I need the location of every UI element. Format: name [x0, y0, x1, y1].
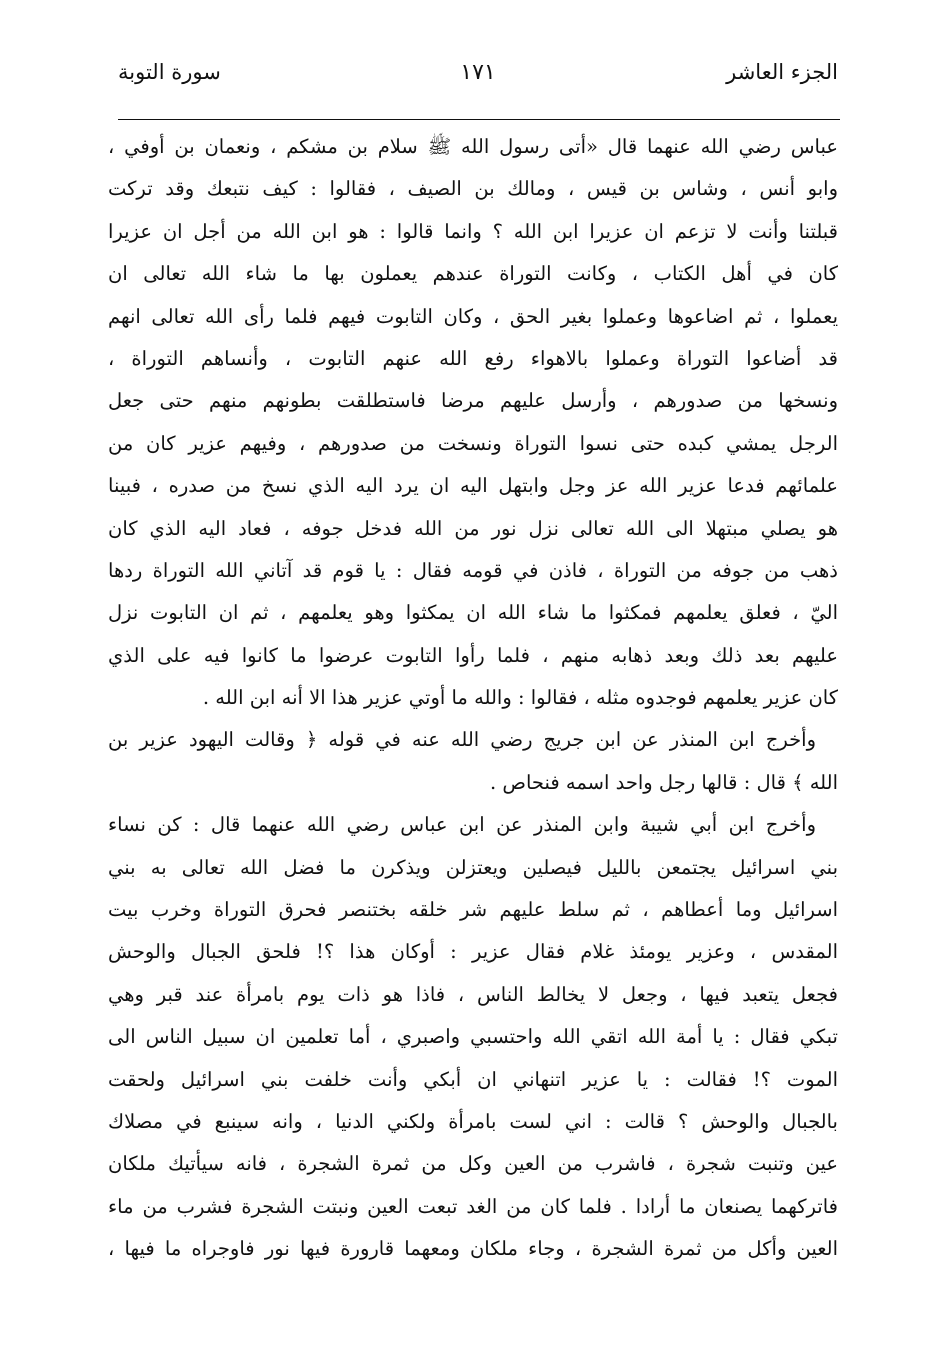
text-line: كان في أهل الكتاب ، وكانت التوراة عندهم يعملون بها ما شاء الله تعالى ان	[108, 262, 838, 286]
surah-title: سورة التوبة	[118, 60, 221, 84]
text-line: فجعل يتعبد فيها ، وجعل لا يخالط الناس ، فاذا هو ذات يوم بامرأة عند قبر وهي	[108, 982, 838, 1006]
text-line: اسرائيل وما أعطاهم ، ثم سلط عليهم شر خلقه بختنصر فحرق التوراة وخرب بيت	[108, 898, 838, 922]
text-line: اليّ ، فعلق يعلمهم فمكثوا ما شاء الله ان يمكثوا وهو يعلمهم ، ثم ان التابوت نزل	[108, 601, 838, 625]
text-line: هو يصلي مبتهلا الى الله تعالى نزل نور من الله فدخل جوفه ، فعاد اليه الذي كان	[108, 516, 838, 540]
text-line: الموت ؟! فقالت : يا عزير اتنهاني ان أبكي وأنت خلفت بني اسرائيل ولحقت	[108, 1067, 838, 1091]
text-line: عين وتنبت شجرة ، فاشرب من العين وكل من ثمرة الشجرة ، فانه سيأتيك ملكان	[108, 1152, 838, 1176]
text-line: عليهم بعد ذلك وبعد ذهابه منهم ، فلما رأوا التابوت عرضوا ما كانوا فيه على الذي	[108, 643, 838, 667]
text-line: عباس رضي الله عنهما قال «أتى رسول الله ﷺ سلام بن مشكم ، ونعمان بن أوفي ،	[108, 135, 838, 158]
page-number: ١٧١	[460, 60, 496, 85]
text-line: كان عزير يعلمهم فوجدوه مثله ، فقالوا : والله ما أوتي عزير هذا الا أنه ابن الله .	[202, 686, 838, 710]
text-line: بني اسرائيل يجتمعن بالليل فيصلين ويعتزلن ويذكرن ما فضل الله تعالى به بني	[108, 855, 838, 879]
text-line: ذهب من جوفه من التوراة ، فاذن في قومه فقال : يا قوم قد آتاني الله التوراة ردها	[108, 558, 838, 582]
text-line: الله ﴾ قال : قالها رجل واحد اسمه فنحاص .	[490, 770, 838, 794]
text-line: علمائهم فدعا عزير الله عز وجل وابتهل اليه ان يرد اليه الذي نسخ من صدره ، فبينا	[108, 474, 838, 498]
body-text	[108, 126, 838, 1271]
text-line: الرجل يمشي كبده حتى نسوا التوراة ونسخت من صدورهم ، وفيهم عزير كان من	[108, 431, 838, 455]
text-line: وابو أنس ، وشاس بن قيس ، ومالك بن الصيف ، فقالوا : كيف نتبعك وقد تركت	[108, 177, 838, 201]
running-header	[118, 60, 838, 100]
text-line: ونسخها من صدورهم ، وأرسل عليهم مرضا فاستطلقت بطونهم منهم حتى جعل	[108, 389, 838, 413]
text-line: وأخرج ابن أبي شيبة وابن المنذر عن ابن عباس رضي الله عنهما قال : كن نساء	[108, 813, 816, 837]
text-line: يعملوا ، ثم اضاعوها وعملوا بغير الحق ، وكان التابوت فيهم فلما رأى الله تعالى انهم	[108, 304, 838, 328]
text-line: قبلتنا وأنت لا تزعم ان عزيرا ابن الله ؟ وانما قالوا : هو ابن الله من أجل ان عزيرا	[108, 219, 838, 243]
text-line: قد أضاعوا التوراة وعملوا بالاهواء رفع الله عنهم التابوت ، وأنساهم التوراة ،	[108, 346, 838, 370]
text-line: بالجبال والوحش ؟ قالت : اني لست بامرأة ولكني الدنيا ، وانه سينبع في مصلاك	[108, 1109, 838, 1133]
part-title: الجزء العاشر	[726, 60, 838, 84]
header-divider	[118, 119, 840, 120]
text-line: فاتركهما يصنعان ما أرادا . فلما كان من الغد تبعت العين ونبتت الشجرة فشرب من ماء	[108, 1194, 838, 1218]
text-line: وأخرج ابن المنذر عن ابن جريج رضي الله عنه في قوله ﴿ وقالت اليهود عزير بن	[108, 728, 816, 752]
text-line: المقدس ، وعزير يومئذ غلام فقال عزير : أوكان هذا ؟! فلحق الجبال والوحش	[108, 940, 838, 964]
text-line: تبكي فقال : يا أمة الله اتقي الله واحتسبي واصبري ، أما تعلمين ان سبيل الناس الى	[108, 1025, 838, 1049]
text-line: العين وأكل من ثمرة الشجرة ، وجاء ملكان ومعهما قارورة فيها نور فاوجراه ما فيها ،	[108, 1237, 838, 1261]
